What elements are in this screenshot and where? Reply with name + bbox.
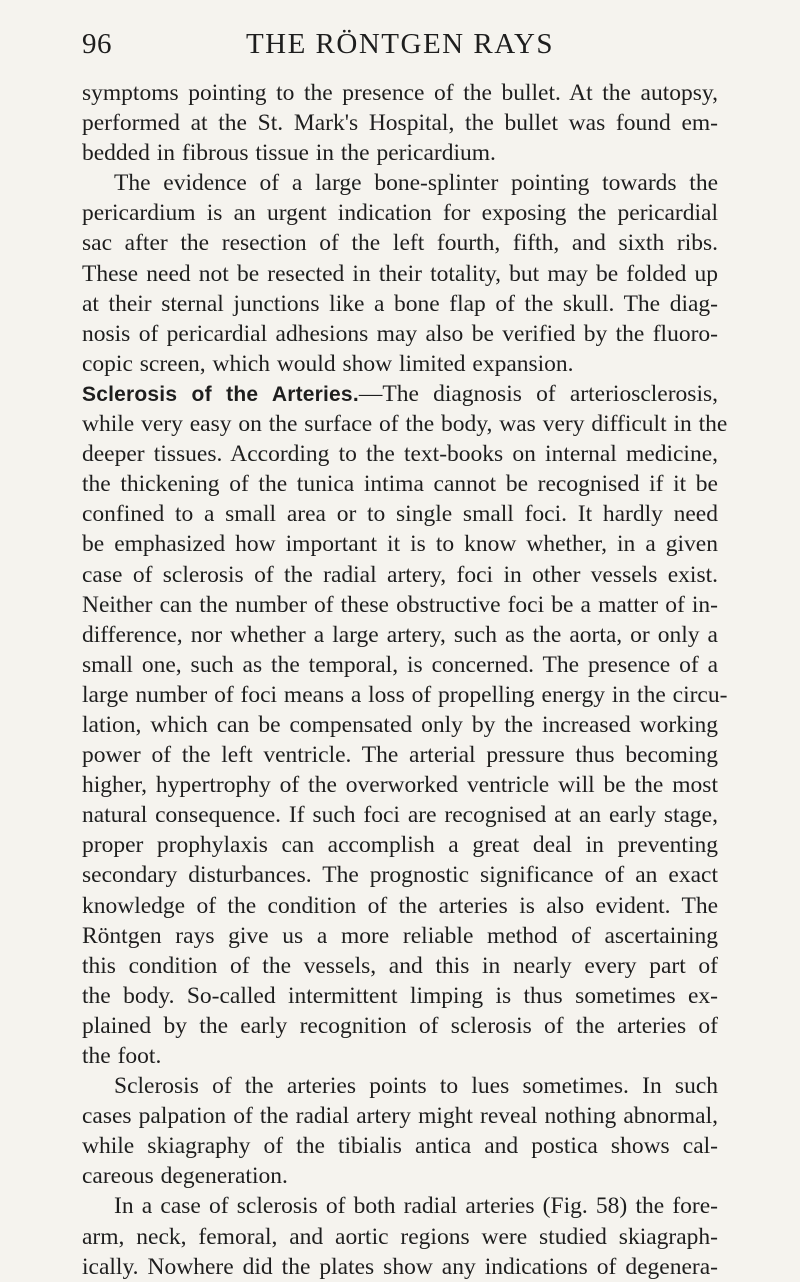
text-line: secondary disturbances. The prognostic significance of an exact	[82, 862, 718, 889]
text-line: case of sclerosis of the radial artery, foci in other vessels exist.	[82, 561, 718, 588]
text-line: Neither can the number of these obstructive foci be a matter of in-	[82, 591, 718, 618]
text-line: lation, which can be compensated only by the increased working	[82, 711, 718, 738]
text-line: careous degeneration.	[82, 1163, 288, 1190]
text-line: while skiagraphy of the tibialis antica and postica shows cal-	[82, 1133, 718, 1160]
text-line: plained by the early recognition of sclerosis of the arteries of	[82, 1012, 718, 1039]
running-head	[82, 24, 718, 64]
text-line: higher, hypertrophy of the overworked ventricle will be the most	[82, 772, 718, 799]
text-line: The evidence of a large bone-splinter pointing towards the	[114, 170, 718, 197]
text-line: symptoms pointing to the presence of the bullet. At the autopsy,	[82, 80, 718, 106]
text-line: In a case of sclerosis of both radial arteries (Fig. 58) the fore-	[114, 1193, 718, 1220]
text-line: knowledge of the condition of the arteries is also evident. The	[82, 892, 718, 919]
text-line: copic screen, which would show limited expansion.	[82, 350, 574, 377]
text-line: bedded in fibrous tissue in the pericardium.	[82, 140, 496, 167]
text-line: sac after the resection of the left fourth, fifth, and sixth ribs.	[82, 230, 718, 257]
text-line: power of the left ventricle. The arterial pressure thus becoming	[82, 742, 718, 769]
text-line: proper prophylaxis can accomplish a great deal in preventing	[82, 832, 718, 859]
section-heading: Sclerosis of the Arteries.	[82, 382, 359, 406]
text-line-rest: —The diagnosis of arteriosclerosis,	[358, 380, 718, 407]
text-line: be emphasized how important it is to know whether, in a given	[82, 531, 718, 558]
text-line: performed at the St. Mark's Hospital, the bullet was found em-	[82, 110, 718, 137]
text-line: the foot.	[82, 1043, 162, 1069]
running-title: THE RÖNTGEN RAYS	[245, 28, 555, 60]
text-line: large number of foci means a loss of propelling energy in the circu-	[82, 681, 728, 708]
text-line: These need not be resected in their totality, but may be folded up	[82, 260, 718, 287]
text-line: difference, nor whether a large artery, such as the aorta, or only a	[82, 621, 718, 648]
text-line: while very easy on the surface of the body, was very difficult in the	[82, 411, 728, 438]
text-line-with-heading	[82, 379, 718, 409]
text-line: pericardium is an urgent indication for exposing the pericardial	[82, 200, 718, 227]
text-line: Sclerosis of the arteries points to lues sometimes. In such	[114, 1073, 718, 1100]
body-text	[82, 78, 728, 1282]
text-line: arm, neck, femoral, and aortic regions were studied skiagraph-	[82, 1223, 718, 1250]
text-line: cases palpation of the radial artery might reveal nothing abnormal,	[82, 1103, 718, 1130]
text-line: ically. Nowhere did the plates show any indications of degenera-	[82, 1253, 718, 1280]
text-line: this condition of the vessels, and this in nearly every part of	[82, 952, 718, 979]
text-line: the thickening of the tunica intima cannot be recognised if it be	[82, 471, 718, 498]
text-line: nosis of pericardial adhesions may also be verified by the fluoro-	[82, 320, 718, 347]
text-line: small one, such as the temporal, is concerned. The presence of a	[82, 651, 718, 678]
text-line: deeper tissues. According to the text-books on internal medicine,	[82, 441, 718, 468]
text-line: Röntgen rays give us a more reliable method of ascertaining	[82, 922, 718, 949]
text-line: natural consequence. If such foci are recognised at an early stage,	[82, 802, 718, 829]
text-line: confined to a small area or to single small foci. It hardly need	[82, 501, 718, 528]
text-line: at their sternal junctions like a bone flap of the skull. The diag-	[82, 290, 718, 317]
page-number: 96	[82, 28, 112, 60]
text-line: the body. So-called intermittent limping is thus sometimes ex-	[82, 982, 718, 1009]
